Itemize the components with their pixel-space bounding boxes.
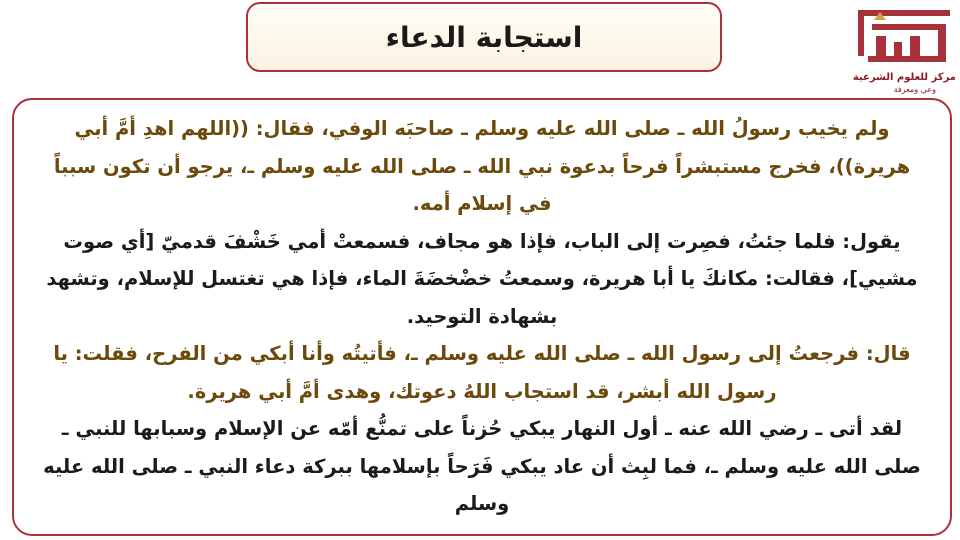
paragraph-3: قال: فرجعتُ إلى رسول الله ـ صلى الله عليه وسلم ـ، فأتيتُه وأنا أبكي من الفرح، فقلت: يا رسول الله أبشر، قد استجاب اللهُ دعوتك، وهدى أمَّ أبي هريرة. [53, 342, 911, 403]
content-panel [12, 98, 952, 536]
page-title: استجابة الدعاء [385, 20, 583, 54]
title-banner [246, 2, 722, 72]
paragraph-2: يقول: فلما جئتُ، فصِرت إلى الباب، فإذا هو مجاف، فسمعتْ أمي خَشْفَ قدميّ [أي صوت مشيي]، فقالت: مكانكَ يا أبا هريرة، وسمعتُ خضْخضَةَ الماء، فإذا هي تغتسل للإسلام، وتشهد بشهادة التوحيد. [46, 229, 918, 328]
paragraph-1: ولم يخيب رسولُ الله ـ صلى الله عليه وسلم ـ صاحبَه الوفي، فقال: ((اللهم اهدِ أمَّ أبي هريرة))، فخرج مستبشراً فرحاً بدعوة نبي الله ـ صلى الله عليه وسلم ـ، يرجو أن تكون سبباً في إسلام أمه. [53, 117, 911, 215]
logo-tagline: مركز للعلوم الشرعية [852, 72, 956, 83]
logo-subtagline: وعي ومعرفة [893, 85, 936, 94]
paragraph-4: لقد أتى ـ رضي الله عنه ـ أول النهار يبكي حُزناً على تمنُّع أمّه عن الإسلام وسبابها للنبي ـ صلى الله عليه وسلم ـ، فما لبِث أن عاد يبكي فَرَحاً بإسلامها ببركة دعاء النبي ـ صلى الله عليه وسلم [43, 417, 921, 515]
logo [850, 4, 958, 96]
logo-mark-icon [854, 6, 956, 68]
